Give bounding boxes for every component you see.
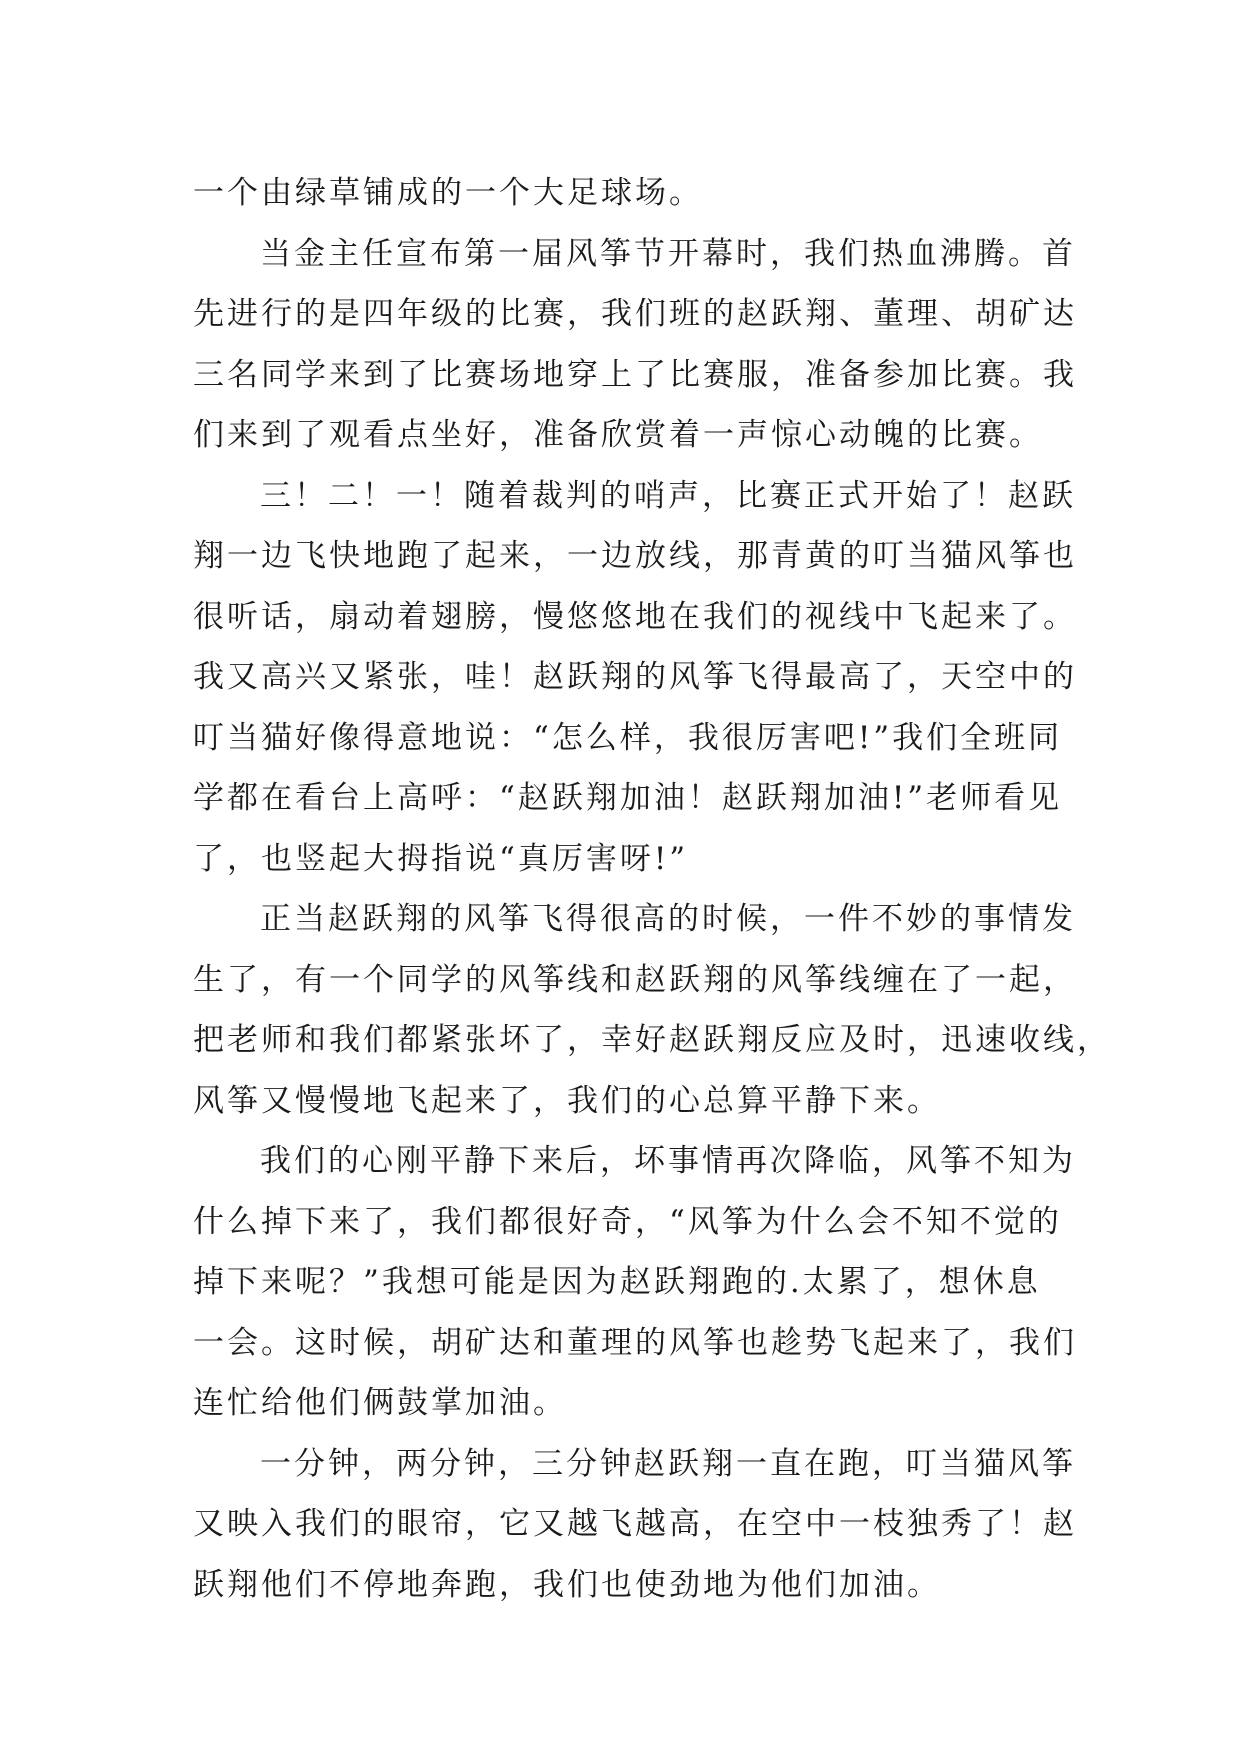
text-line-1: 一个由绿草铺成的一个大足球场。 — [193, 175, 703, 211]
text-line-14: 生了，有一个同学的风筝线和赵跃翔的风筝线缠在了一起， — [193, 961, 1077, 998]
text-line-5: 们来到了观看点坐好，准备欣赏着一声惊心动魄的比赛。 — [193, 417, 1043, 453]
text-line-8: 很听话，扇动着翅膀，慢悠悠地在我们的视线中飞起来了。 — [193, 598, 1077, 635]
text-line-9: 我又高兴又紧张，哇！赵跃翔的风筝飞得最高了，天空中的 — [193, 659, 1077, 695]
text-line-23: 又映入我们的眼帘，它又越飞越高，在空中一枝独秀了！赵 — [193, 1506, 1077, 1542]
text-line-18: 什么掉下来了，我们都很好奇，“风筝为什么会不知不觉的 — [193, 1203, 1062, 1240]
text-line-7: 翔一边飞快地跑了起来，一边放线，那青黄的叮当猫风筝也 — [193, 538, 1077, 574]
text-line-13: 正当赵跃翔的风筝飞得很高的时候，一件不妙的事情发 — [260, 901, 1076, 937]
text-line-20: 一会。这时候，胡矿达和董理的风筝也趁势飞起来了，我们 — [193, 1324, 1077, 1361]
text-line-2: 当金主任宣布第一届风筝节开幕时，我们热血沸腾。首 — [260, 235, 1076, 272]
text-line-17: 我们的心刚平静下来后，坏事情再次降临，风筝不知为 — [260, 1143, 1076, 1179]
text-line-24: 跃翔他们不停地奔跑，我们也使劲地为他们加油。 — [193, 1566, 941, 1603]
text-line-10: 叮当猫好像得意地说：“怎么样，我很厉害吧!”我们全班同 — [193, 719, 1063, 756]
text-line-15: 把老师和我们都紧张坏了，幸好赵跃翔反应及时，迅速收线， — [193, 1022, 1111, 1058]
text-line-22: 一分钟，两分钟，三分钟赵跃翔一直在跑，叮当猫风筝 — [260, 1445, 1076, 1482]
text-line-11: 学都在看台上高呼：“赵跃翔加油！赵跃翔加油!”老师看见 — [193, 780, 1063, 816]
document-body — [193, 163, 1111, 1615]
text-line-4: 三名同学来到了比赛场地穿上了比赛服，准备参加比赛。我 — [193, 356, 1077, 393]
text-line-21: 连忙给他们俩鼓掌加油。 — [193, 1385, 567, 1421]
text-line-3: 先进行的是四年级的比赛，我们班的赵跃翔、董理、胡矿达 — [193, 296, 1077, 332]
text-line-6: 三！二！一！随着裁判的哨声，比赛正式开始了！赵跃 — [260, 477, 1076, 514]
text-line-16: 风筝又慢慢地飞起来了，我们的心总算平静下来。 — [193, 1082, 941, 1119]
text-line-12: 了，也竖起大拇指说“真厉害呀!” — [193, 840, 689, 877]
text-line-19: 掉下来呢？”我想可能是因为赵跃翔跑的.太累了，想休息 — [193, 1264, 1041, 1300]
